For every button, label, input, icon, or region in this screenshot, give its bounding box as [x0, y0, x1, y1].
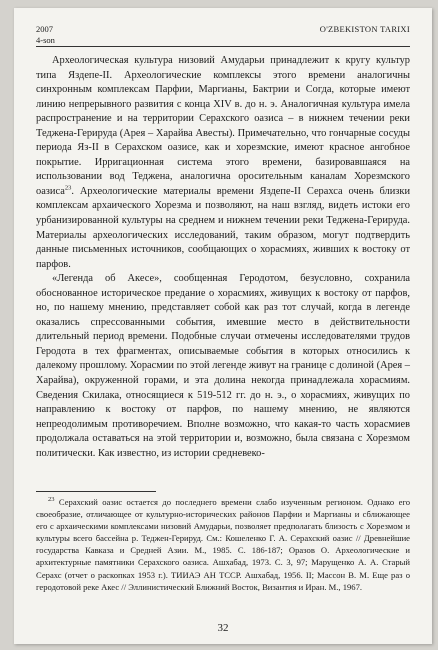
- footnote: [36, 496, 410, 593]
- header-journal-title: O'ZBEKISTON TARIXI: [319, 24, 410, 34]
- header-issue: 4-son: [36, 35, 55, 45]
- footnote-number: 23: [48, 496, 55, 504]
- page-number: 32: [217, 622, 229, 634]
- header-year: 2007: [36, 24, 53, 34]
- paragraph-1: [36, 54, 410, 272]
- document-page: [14, 8, 432, 644]
- paragraph-1-tail: . Археологические материалы времени Яздепе-II Серахса очень близки комплексам архаического Хорезма и позволяют, на наш взгляд, видеть истоки его урбанизированной культуры на среднем и нижнем течении реки Теджена-Герируда. Материалы археологических исследований, таким образом, могут подтвердить данные письменных источников, сообщающих о хорасмиях, живших к востоку от парфов.: [36, 185, 410, 270]
- footnote-ref-23: 23: [64, 184, 72, 192]
- running-header: [36, 24, 410, 47]
- footnote-text: Серахский оазис остается до последнего времени слабо изученным регионом. Однако его своеобразие, отличающее от культурно-исторических районов Парфии и Маргианы и сближающее его с архаическими комплексами низовий Амударьи, позволяет предполагать близость с Хорезмом и культуры всего бассейна р. Теджен-Герируд. См.: Кошеленко Г. А. Серахский оазис // Древнейшие государства Кавказа и Средней Азии. М., 1985. С. 186-187; Оразов О. Археологические и архитектурные памятники Серахского оазиса. Ашхабад, 1973. С. 3, 97; Марущенко А. А. Старый Серахс (отчет о раскопках 1953 г.). ТИИАЭ АН ТССР. Ашхабад, 1956. II; Массон В. М. Еще раз о геродотовой реке Акес // Эллинистический Ближний Восток, Византия и Иран. М., 1967.: [36, 497, 410, 592]
- paragraph-2: «Легенда об Акесе», сообщенная Геродотом, безусловно, сохранила обоснованное историческое предание о хорасмиях, живущих к востоку от парфов, но, по нашему мнению, представляет собой как раз тот случай, когда в легенде оказались спрессованными события, имевшие место в действительности длительный период времени. Подобные случаи отмечены исследователями трудов Геродота в тех фрагментах, описываемые события в которых относились к далекому прошлому. Хорасмии по этой легенде живут на границе с долиной (Арея – Харайва), окруженной горами, и эта долина некогда принадлежала хорасмиям. Сведения Скилака, относящиеся к 519-512 гг. до н. э., о хорасмиях, живущих по направлению к востоку от парфов, по нашему мнению, не являются непреодолимым противоречием. Вполне возможно, что какая-то часть хорасмиев продолжала оставаться на этой территории и, возможно, была связана с Хорезмом политически. Как известно, из истории средневеко-: [36, 273, 410, 459]
- footnote-divider: [36, 491, 156, 492]
- paragraph-1-text: Археологическая культура низовий Амударьи принадлежит к кругу культур типа Яздепе-II. Археологические комплексы этого времени аналогичны синхронным комплексам Парфии, Маргианы, Бактрии и Согда, которые имеют линию непрерывного развития с конца XIV в. до н. э. Аналогичная культура имела распространение и на территории Серахского оазиса – в нижнем течении реки Теджена-Герируда (Арея – Харайва Авесты). Примечательно, что гончарные сосуды периода Яз-II в Серахском оазисе, как и хорезмские, имеют красное ангобное покрытие. Ирригационная система этого времени, базировавшаяся на использовании вод Теджена, аналогична оросительным каналам Хорезмского оазиса: [36, 55, 410, 197]
- footnote-23: [36, 496, 410, 593]
- body-text: [36, 54, 410, 461]
